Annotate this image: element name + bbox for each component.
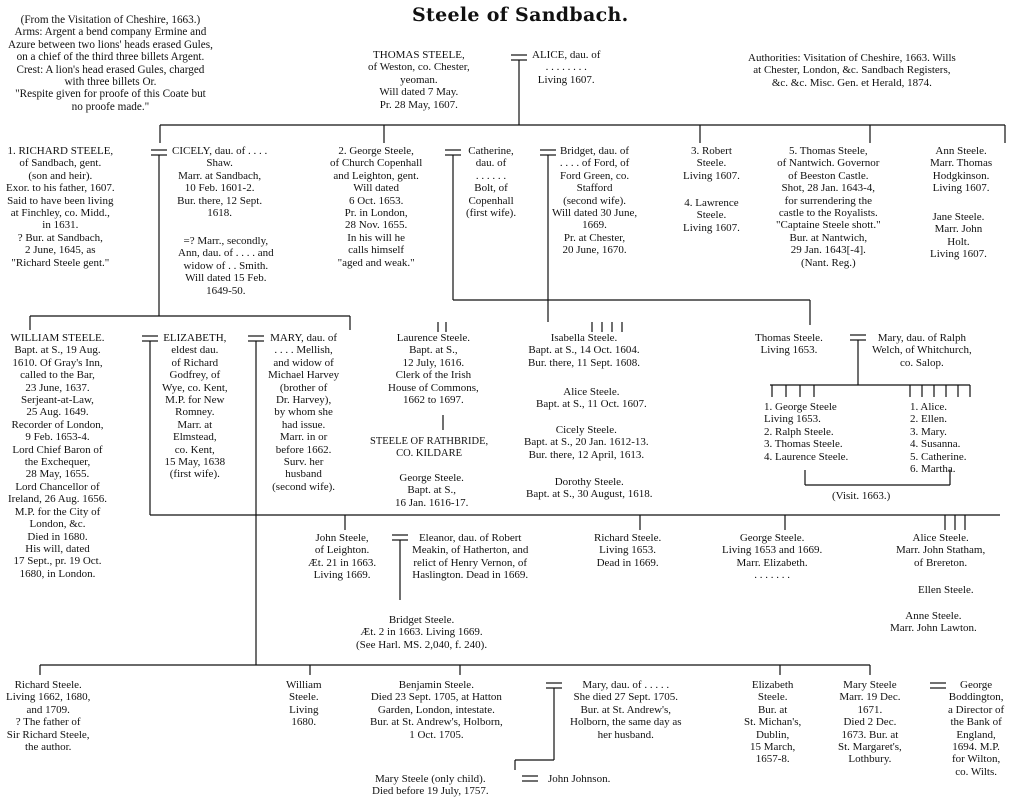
person-richard-steele-1709: Richard Steele. Living 1662, 1680, and 1709. ? The father of Sir Richard Steele, the author. (6, 679, 91, 754)
person-george-steele-1616: George Steele. Bapt. at S., 16 Jan. 1616-17. (395, 472, 469, 509)
person-william-steele: WILLIAM STEELE. Bapt. at S., 19 Aug. 1610. Of Gray's Inn, called to the Bar, 23 June, 1637. Serjeant-at-Law, 25 Aug. 1649. Recorder of London, 9 Feb. 1653-4. Lord Chief Baron of the Exchequer, 28 May, 1655. Lord Chancellor of Ireland, 26 Aug. 1656. M.P. for the City of London, &c. Died in 1680. His will, dated 17 Sept., pr. 19 Oct. 1680, in London. (8, 332, 107, 580)
person-eleanor-meakin: Eleanor, dau. of Robert Meakin, of Hatherton, and relict of Henry Vernon, of Haslington. Dead in 1669. (412, 532, 529, 582)
person-alice-steele: Alice Steele. Bapt. at S., 11 Oct. 1607. (536, 386, 647, 411)
person-george-steele-1669: George Steele. Living 1653 and 1669. Marr. Elizabeth. . . . . . . . (722, 532, 823, 582)
person-john-johnson: John Johnson. (548, 773, 611, 785)
person-alice-statham: Alice Steele. Marr. John Statham, of Brereton. (896, 532, 986, 569)
page-title: Steele of Sandbach. (412, 4, 629, 26)
person-mary-welch: Mary, dau. of Ralph Welch, of Whitchurch, co. Salop. (872, 332, 972, 369)
authorities-note: Authorities: Visitation of Cheshire, 1663. Wills at Chester, London, &c. Sandbach Registers, &c. &c. Misc. Gen. et Herald, 1874. (748, 52, 956, 89)
person-cicely-shaw: CICELY, dau. of . . . . Shaw. Marr. at Sandbach, 10 Feb. 1601-2. Bur. there, 12 Sept. 1618. (172, 145, 268, 220)
person-jane-steele: Jane Steele. Marr. John Holt. Living 1607. (930, 211, 987, 261)
person-laurence-steele: Laurence Steele. Bapt. at S., 12 July, 1616. Clerk of the Irish House of Commons, 1662 to 1697. (388, 332, 479, 407)
daughters-list: 1. Alice. 2. Ellen. 3. Mary. 4. Susanna. 5. Catherine. 6. Martha. (910, 401, 967, 476)
person-lawrence-steele: 4. Lawrence Steele. Living 1607. (683, 197, 740, 234)
person-william-steele-1680: William Steele. Living 1680. (286, 679, 322, 729)
person-bridget-ford: Bridget, dau. of . . . . of Ford, of Ford Green, co. Stafford (second wife). Will dated 30 June, 1669. Pr. at Chester, 20 June, 1670. (552, 145, 638, 257)
person-mary-steele-lothbury: Mary Steele Marr. 19 Dec. 1671. Died 2 Dec. 1673. Bur. at St. Margaret's, Lothbury. (838, 679, 902, 766)
person-thomas-steele-nantwich: 5. Thomas Steele, of Nantwich. Governor of Beeston Castle. Shot, 28 Jan. 1643-4, for surrendering the castle to the Royalists. "Captaine Steele shott." Bur. at Nantwich, 29 Jan. 1643[-4]. (Nant. Reg.) (776, 145, 881, 269)
visitation-note: (Visit. 1663.) (832, 490, 891, 502)
person-catherine-bolt: Catherine, dau. of . . . . . . Bolt, of Copenhall (first wife). (466, 145, 517, 220)
person-alice: ALICE, dau. of . . . . . . . . Living 1607. (532, 49, 601, 86)
person-elizabeth-steele-dublin: Elizabeth Steele. Bur. at St. Michan's, Dublin, 15 March, 1657-8. (744, 679, 802, 766)
person-thomas-steele-weston: THOMAS STEELE, of Weston, co. Chester, yeoman. Will dated 7 May. Pr. 28 May, 1607. (368, 49, 470, 111)
person-john-steele-leighton: John Steele, of Leighton. Æt. 21 in 1663. Living 1669. (308, 532, 377, 582)
rathbride-branch: STEELE OF RATHBRIDE, CO. KILDARE (370, 436, 489, 460)
person-george-steele-copenhall: 2. George Steele, of Church Copenhall and Leighton, gent. Will dated 6 Oct. 1653. Pr. in London, 28 Nov. 1655. In his will he calls himself "aged and weak." (330, 145, 423, 269)
person-cicely-steele: Cicely Steele. Bapt. at S., 20 Jan. 1612-13. Bur. there, 12 April, 1613. (524, 424, 649, 461)
person-robert-steele: 3. Robert Steele. Living 1607. (683, 145, 740, 182)
person-dorothy-steele: Dorothy Steele. Bapt. at S., 30 August, 1618. (526, 476, 653, 501)
person-mary-steele-only-child: Mary Steele (only child). Died before 19 July, 1757. (372, 773, 489, 798)
person-isabella-steele: Isabella Steele. Bapt. at S., 14 Oct. 1604. Bur. there, 11 Sept. 1608. (528, 332, 641, 369)
person-mary-mellish: MARY, dau. of . . . . Mellish, and widow of Michael Harvey (brother of Dr. Harvey), by whom she had issue. Marr. in or before 1662. Surv. her husband (second wife). (268, 332, 340, 493)
person-elizabeth-godfrey: ELIZABETH, eldest dau. of Richard Godfrey, of Wye, co. Kent, M.P. for New Romney. Marr. at Elmstead, co. Kent, 15 May, 1638 (first wife). (162, 332, 228, 481)
person-ann-smith: =? Marr., secondly, Ann, dau. of . . . . and widow of . . Smith. Will dated 15 Feb. 1649-50. (178, 235, 274, 297)
heraldry-note: (From the Visitation of Cheshire, 1663.) Arms: Argent a bend company Ermine and Azure between two lions' heads erased Gules, on a chief of the third three billets Argent. Crest: A lion's head erased Gules, charged with three billets Or. "Respite given for proofe of this Coate but no proofe made." (8, 14, 213, 113)
person-ann-steele: Ann Steele. Marr. Thomas Hodgkinson. Living 1607. (930, 145, 993, 195)
person-richard-steele-1653: Richard Steele. Living 1653. Dead in 1669. (594, 532, 662, 569)
person-bridget-steele: Bridget Steele. Æt. 2 in 1663. Living 1669. (See Harl. MS. 2,040, f. 240). (356, 614, 488, 651)
person-anne-lawton: Anne Steele. Marr. John Lawton. (890, 610, 977, 635)
person-ellen-steele: Ellen Steele. (918, 584, 974, 596)
person-benjamin-steele: Benjamin Steele. Died 23 Sept. 1705, at Hatton Garden, London, intestate. Bur. at St. Andrew's, Holborn, 1 Oct. 1705. (370, 679, 503, 741)
sons-list: 1. George Steele Living 1653. 2. Ralph Steele. 3. Thomas Steele. 4. Laurence Steele. (764, 401, 849, 463)
person-thomas-steele-1653: Thomas Steele. Living 1653. (755, 332, 823, 357)
person-george-boddington: George Boddington, a Director of the Bank of England, 1694. M.P. for Wilton, co. Wilts. (948, 679, 1005, 778)
person-richard-steele-sandbach: 1. RICHARD STEELE, of Sandbach, gent. (son and heir). Exor. to his father, 1607. Said to have been living at Finchley, co. Midd., in 1631. ? Bur. at Sandbach, 2 June, 1645, as "Richard Steele gent." (6, 145, 115, 269)
person-mary-benjamin-wife: Mary, dau. of . . . . . She died 27 Sept. 1705. Bur. at St. Andrew's, Holborn, the same day as her husband. (570, 679, 682, 741)
